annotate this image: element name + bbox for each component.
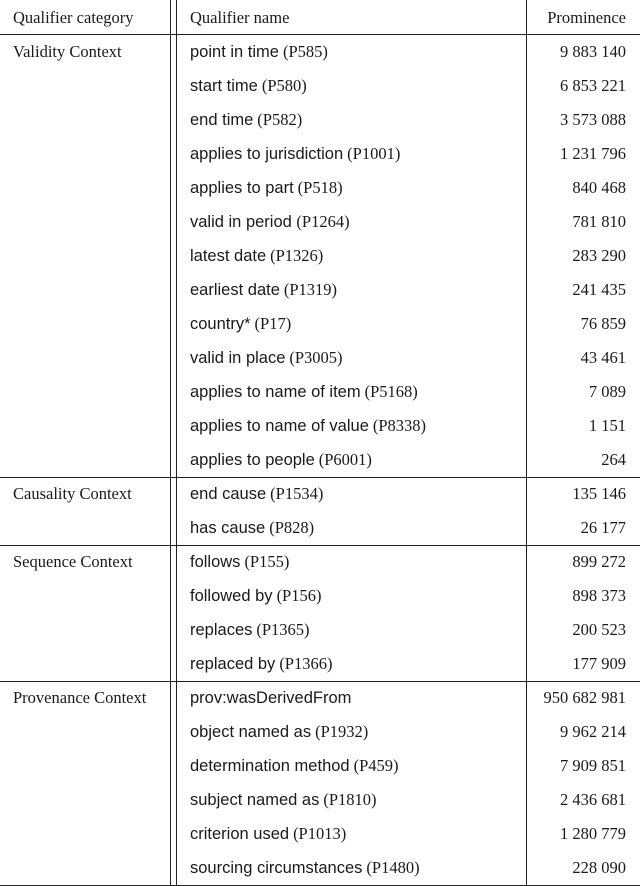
qualifier-label: applies to name of item	[190, 383, 361, 401]
qualifier-name-cell	[190, 552, 289, 573]
prominence-value: 177 909	[572, 654, 626, 673]
property-id: (P459)	[353, 756, 399, 775]
header-prominence: Prominence	[547, 8, 626, 27]
property-id: (P6001)	[318, 450, 372, 469]
header-divider	[0, 34, 640, 35]
prominence-value: 3 573 088	[560, 110, 626, 129]
qualifier-label: followed by	[190, 587, 273, 605]
property-id: (P828)	[269, 518, 315, 537]
prominence-value: 6 853 221	[560, 76, 626, 95]
category-label: Validity Context	[13, 42, 122, 61]
prominence-value: 950 682 981	[543, 688, 626, 707]
qualifier-name-cell	[190, 212, 350, 233]
qualifier-name-cell	[190, 42, 328, 63]
qualifier-label: valid in period	[190, 213, 297, 231]
property-id: (P585)	[282, 42, 328, 61]
qualifier-name-cell	[190, 518, 314, 539]
prominence-value: 2 436 681	[560, 790, 626, 809]
prominence-value: 781 810	[572, 212, 626, 231]
qualifier-label: applies to people	[190, 451, 315, 469]
prominence-value: 43 461	[580, 348, 626, 367]
column-divider-double-right	[176, 0, 177, 885]
property-id: (P156)	[276, 586, 322, 605]
qualifier-name-cell	[190, 688, 351, 709]
qualifier-name-cell	[190, 416, 426, 437]
column-divider	[526, 0, 527, 885]
prominence-value: 241 435	[572, 280, 626, 299]
property-id: (P1480)	[366, 858, 420, 877]
prominence-value: 283 290	[572, 246, 626, 265]
property-id: (P1319)	[283, 280, 338, 299]
qualifier-label: has cause	[190, 519, 266, 537]
prominence-value: 228 090	[572, 858, 626, 877]
qualifier-label: follows	[190, 553, 241, 571]
qualifier-label: earliest date	[190, 281, 280, 299]
qualifier-name-cell	[190, 586, 321, 607]
qualifier-label: applies to jurisdiction	[190, 145, 344, 163]
qualifier-name-cell	[190, 858, 420, 879]
property-id: (P518)	[297, 178, 343, 197]
property-id: (P1365)	[256, 620, 310, 639]
property-id: (P1534)	[270, 484, 324, 503]
prominence-value: 135 146	[572, 484, 626, 503]
prominence-value: 840 468	[572, 178, 626, 197]
header-category: Qualifier category	[13, 8, 134, 27]
group-divider	[0, 477, 640, 478]
prominence-value: 7 089	[588, 382, 626, 401]
qualifier-label: criterion used	[190, 825, 290, 843]
property-id: (P1326)	[270, 246, 324, 265]
prominence-value: 26 177	[580, 518, 626, 537]
group-divider	[0, 681, 640, 682]
qualifier-label: replaced by	[190, 655, 276, 673]
prominence-value: 9 962 214	[560, 722, 626, 741]
qualifier-name-cell	[190, 348, 343, 369]
property-id: (P3005)	[289, 348, 343, 367]
property-id: (P582)	[257, 110, 303, 129]
qualifier-label: applies to part	[190, 179, 294, 197]
qualifier-label: start time	[190, 77, 258, 95]
property-id: (P5168)	[364, 382, 418, 401]
qualifier-label: prov:wasDerivedFrom	[190, 689, 352, 707]
category-label: Provenance Context	[13, 688, 147, 707]
qualifier-name-cell	[190, 790, 377, 811]
column-divider-double-left	[170, 0, 171, 885]
prominence-value: 898 373	[572, 586, 626, 605]
prominence-value: 9 883 140	[560, 42, 626, 61]
property-id: (P155)	[244, 552, 290, 571]
qualifier-name-cell	[190, 824, 346, 845]
qualifier-label: applies to name of value	[190, 417, 369, 435]
qualifier-name-cell	[190, 484, 323, 505]
qualifier-label: subject named as	[190, 791, 320, 809]
property-id: (P1366)	[279, 654, 333, 673]
prominence-value: 1 280 779	[560, 824, 626, 843]
qualifier-label: determination method	[190, 757, 350, 775]
prominence-value: 1 231 796	[560, 144, 626, 163]
qualifier-label: country*	[190, 315, 251, 333]
property-id: (P1264)	[296, 212, 350, 231]
prominence-value: 7 909 851	[560, 756, 626, 775]
qualifier-label: end time	[190, 111, 254, 129]
qualifier-label: valid in place	[190, 349, 286, 367]
property-id: (P1001)	[347, 144, 401, 163]
qualifier-name-cell	[190, 246, 323, 267]
qualifier-name-cell	[190, 76, 307, 97]
header-name: Qualifier name	[190, 8, 290, 27]
qualifier-label: object named as	[190, 723, 312, 741]
qualifier-name-cell	[190, 280, 337, 301]
property-id: (P8338)	[372, 416, 427, 435]
property-id: (P1013)	[293, 824, 347, 843]
prominence-value: 899 272	[572, 552, 626, 571]
qualifier-name-cell	[190, 722, 368, 743]
qualifier-name-cell	[190, 110, 302, 131]
property-id: (P17)	[254, 314, 292, 333]
prominence-value: 76 859	[580, 314, 626, 333]
qualifier-label: sourcing circumstances	[190, 859, 363, 877]
prominence-value: 1 151	[588, 416, 626, 435]
qualifier-name-cell	[190, 178, 343, 199]
category-label: Sequence Context	[13, 552, 133, 571]
qualifier-name-cell	[190, 620, 310, 641]
qualifier-name-cell	[190, 314, 291, 335]
qualifier-name-cell	[190, 382, 418, 403]
qualifier-name-cell	[190, 756, 399, 777]
category-label: Causality Context	[13, 484, 132, 503]
group-divider	[0, 545, 640, 546]
qualifier-name-cell	[190, 144, 400, 165]
property-id: (P1932)	[315, 722, 369, 741]
prominence-value: 264	[601, 450, 626, 469]
property-id: (P580)	[261, 76, 307, 95]
prominence-value: 200 523	[572, 620, 626, 639]
property-id: (P1810)	[323, 790, 377, 809]
qualifier-label: point in time	[190, 43, 279, 61]
qualifier-label: replaces	[190, 621, 253, 639]
qualifier-name-cell	[190, 654, 332, 675]
qualifier-name-cell	[190, 450, 372, 471]
qualifier-label: latest date	[190, 247, 267, 265]
qualifier-label: end cause	[190, 485, 267, 503]
